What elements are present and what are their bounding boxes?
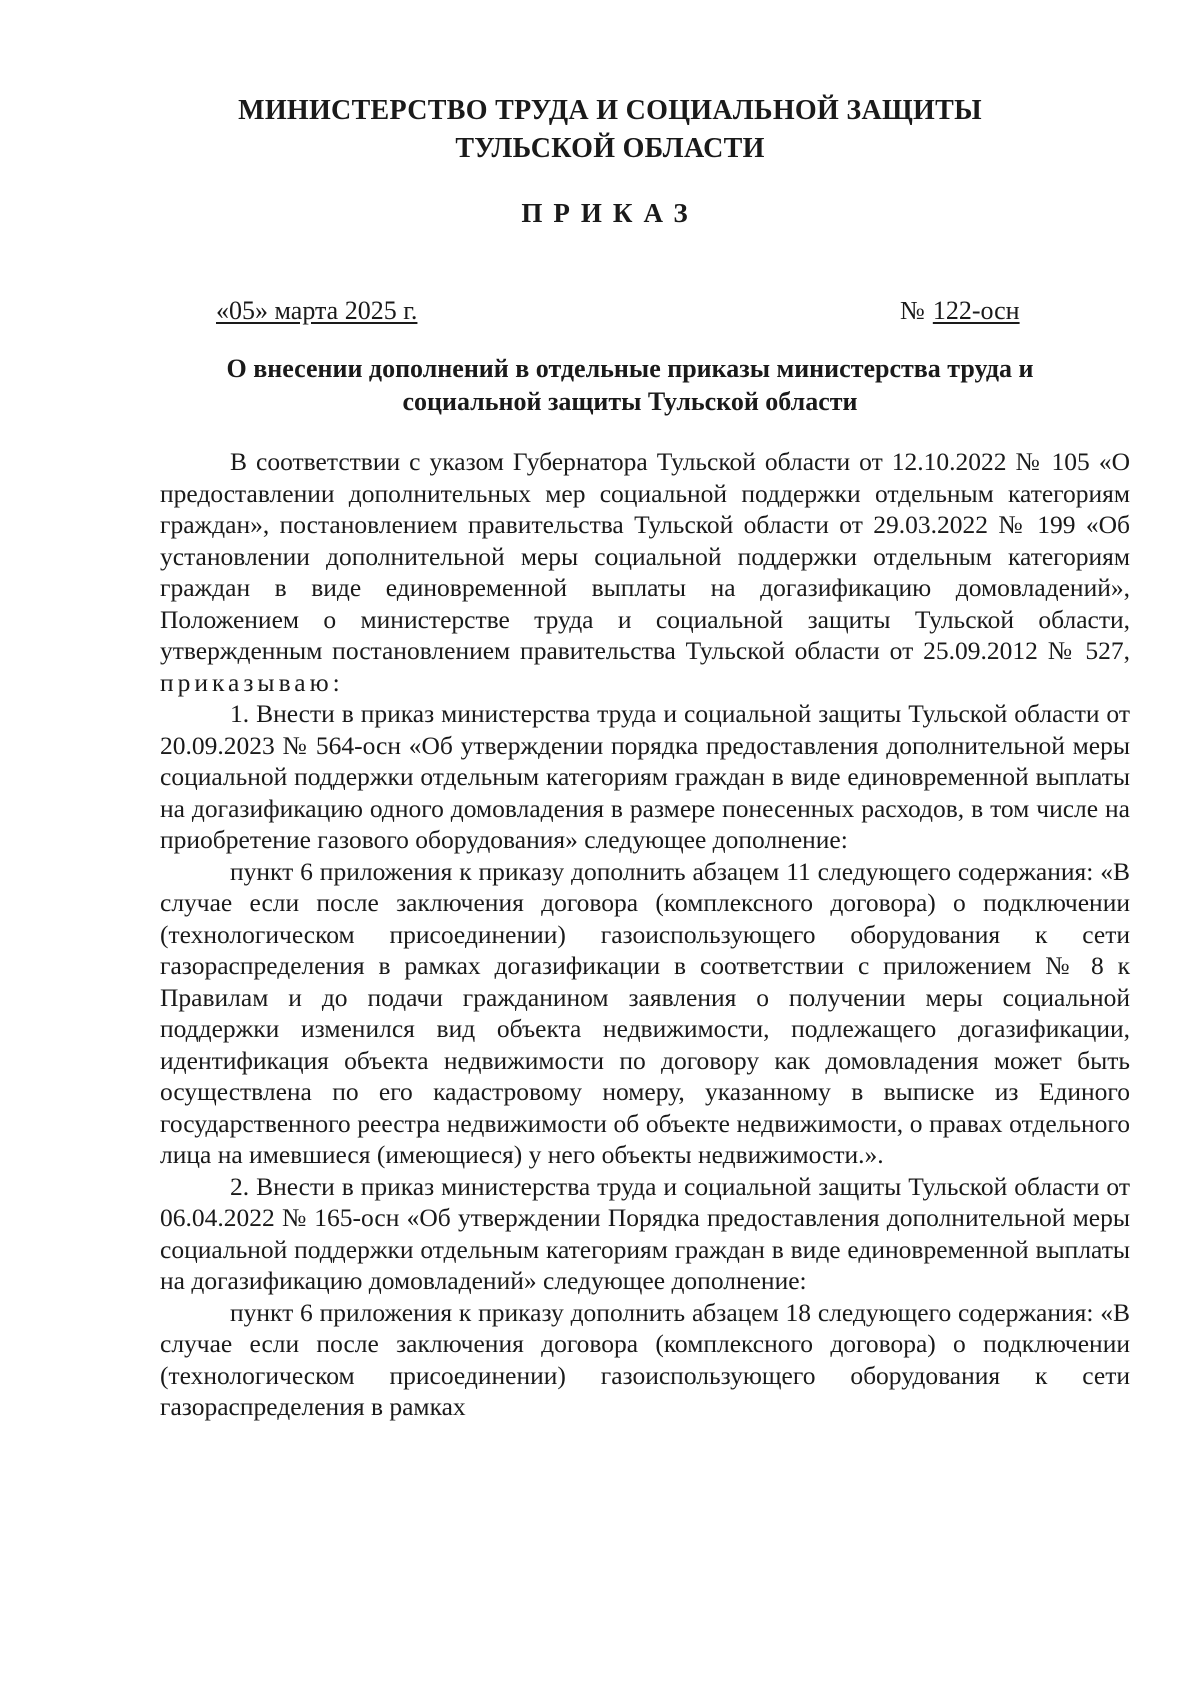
document-type-title: ПРИКАЗ: [521, 198, 699, 228]
preamble-paragraph: [160, 446, 1130, 698]
order-subject-line1: О внесении дополнений в отдельные приказы министерства труда и: [226, 354, 1034, 383]
order-date: «05» марта 2025 г.: [216, 296, 418, 325]
order-number: [900, 296, 1020, 326]
item-1-paragraph: 1. Внести в приказ министерства труда и социальной защиты Тульской области от 20.09.2023 № 564-осн «Об утверждении порядка предоставления дополнительной меры социальной поддержки отдельным категориям граждан в виде единовременной выплаты на догазификацию одного домовладения в размере понесенных расходов, в том числе на приобретение газового оборудования» следующее дополнение:: [160, 699, 1130, 854]
order-number-value: 122-осн: [932, 296, 1020, 325]
ministry-name-line1: МИНИСТЕРСТВО ТРУДА И СОЦИАЛЬНОЙ ЗАЩИТЫ: [238, 95, 982, 126]
item-2-amendment-paragraph: пункт 6 приложения к приказу дополнить абзацем 18 следующего содержания: «В случае если после заключения договора (комплексного договора) о подключении (технологическом присоединении) газоиспользующего оборудования к сети газораспределения в рамках: [160, 1297, 1130, 1421]
order-subject: [180, 352, 1080, 418]
order-word: приказываю:: [160, 667, 344, 697]
order-body: [160, 446, 1130, 1423]
order-number-prefix: №: [900, 296, 925, 325]
item-1-amendment-paragraph: пункт 6 приложения к приказу дополнить абзацем 11 следующего содержания: «В случае если после заключения договора (комплексного договора) о подключении (технологическом присоединении) газоиспользующего оборудования к сети газораспределения в рамках догазификации в соответствии с приложением № 8 к Правилам и до подачи гражданином заявления о получении меры социальной поддержки изменился вид объекта недвижимости, подлежащего догазификации, идентификация объекта недвижимости по договору как домовладения может быть осуществлена по его кадастровому номеру, указанному в выписке из Единого государственного реестра недвижимости об объекте недвижимости, о правах отдельного лица на имевшиеся (имеющиеся) у него объекты недвижимости.».: [160, 856, 1130, 1169]
item-2-paragraph: 2. Внести в приказ министерства труда и социальной защиты Тульской области от 06.04.2022 № 165-осн «Об утверждении Порядка предоставления дополнительной меры социальной поддержки отдельным категориям граждан в виде единовременной выплаты на догазификацию домовладений» следующее дополнение:: [160, 1171, 1130, 1295]
ministry-header: [160, 92, 1060, 168]
ministry-name-line2: ТУЛЬСКОЙ ОБЛАСТИ: [455, 133, 765, 164]
order-subject-line2: социальной защиты Тульской области: [402, 387, 858, 416]
preamble-text: В соответствии с указом Губернатора Тульской области от 12.10.2022 № 105 «О предоставлении дополнительных мер социальной поддержки отдельным категориям граждан», постановлением правительства Тульской области от 29.03.2022 № 199 «Об установлении дополнительной меры социальной поддержки отдельным категориям граждан в виде единовременной выплаты на догазификацию домовладений», Положением о министерстве труда и социальной защиты Тульской области, утвержденным постановлением правительства Тульской области от 25.09.2012 № 527,: [160, 447, 1130, 665]
